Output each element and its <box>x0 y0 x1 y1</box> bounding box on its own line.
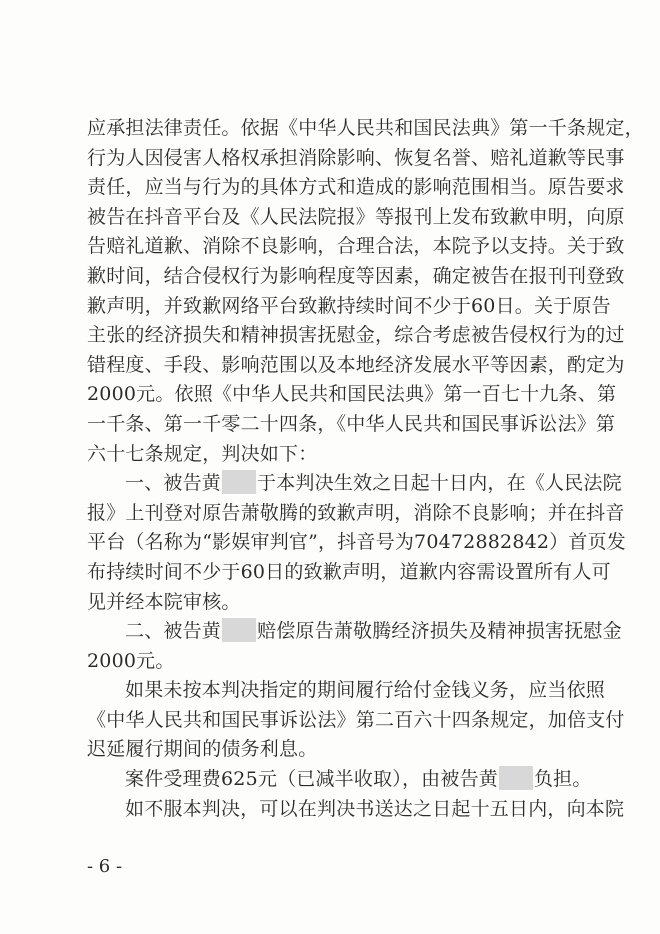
text-line: 错程度、手段、影响范围以及本地经济发展水平等因素，酌定为 <box>87 353 625 376</box>
text-fragment: 于本判决生效之日起十日内，在《人民法院 <box>257 472 622 495</box>
text-line: 应承担法律责任。依据《中华人民共和国民法典》第一千条规定， <box>87 117 644 139</box>
text-line: 六十七条规定，判决如下： <box>87 442 318 465</box>
text-line: 报》上刊登对原告萧敬腾的致歉声明，消除不良影响；并在抖音 <box>87 501 625 524</box>
text-fragment: 赔偿原告萧敬腾经济损失及精神损害抚慰金 <box>257 620 622 643</box>
judgment-text <box>87 114 644 824</box>
text-fragment: 负担。 <box>533 768 592 791</box>
text-line: 如果未按本判决指定的期间履行给付金钱义务，应当依照 <box>125 679 606 702</box>
text-line: 《中华人民共和国民事诉讼法》第二百六十四条规定，加倍支付 <box>87 708 625 731</box>
text-line: 2000元。依照《中华人民共和国民法典》第一百七十九条、第 <box>87 383 617 406</box>
text-fragment: 案件受理费625元（已减半收取），由被告黄 <box>125 768 498 791</box>
text-line: 如不服本判决，可以在判决书送达之日起十五日内，向本院 <box>125 797 625 820</box>
fee-line <box>87 765 592 795</box>
text-line: 歉时间，结合侵权行为影响程度等因素，确定被告在报刊刊登致 <box>87 264 625 287</box>
text-line: 告赔礼道歉、消除不良影响，合理合法，本院予以支持。关于致 <box>87 235 625 258</box>
text-line: 平台（名称为“影娱审判官”，抖音号为70472882842）首页发 <box>87 531 627 554</box>
redacted-name-block <box>499 766 533 790</box>
text-line: 行为人因侵害人格权承担消除影响、恢复名誉、赔礼道歉等民事 <box>87 146 625 169</box>
text-fragment: 一、被告黄 <box>125 472 222 495</box>
judgment-item-1-line <box>87 469 622 499</box>
text-line: 歉声明，并致歉网络平台致歉持续时间不少于60日。关于原告 <box>87 294 611 317</box>
redacted-name-block <box>222 470 256 494</box>
text-line: 被告在抖音平台及《人民法院报》等报刊上发布致歉申明，向原 <box>87 205 625 228</box>
redacted-name-block <box>222 618 256 642</box>
text-line: 2000元。 <box>87 649 175 672</box>
text-line: 责任，应当与行为的具体方式和造成的影响范围相当。原告要求 <box>87 176 625 199</box>
text-line: 布持续时间不少于60日的致歉声明，道歉内容需设置所有人可 <box>87 560 611 583</box>
text-line: 一千条、第一千零二十四条，《中华人民共和国民事诉讼法》第 <box>87 412 616 435</box>
text-fragment: 二、被告黄 <box>125 620 222 643</box>
text-line: 主张的经济损失和精神损害抚慰金，综合考虑被告侵权行为的过 <box>87 324 625 347</box>
judgment-item-2-line <box>87 617 622 647</box>
page-number: - 6 - <box>87 856 123 877</box>
text-line: 见并经本院审核。 <box>87 590 241 613</box>
text-line: 迟延履行期间的债务利息。 <box>87 738 318 761</box>
